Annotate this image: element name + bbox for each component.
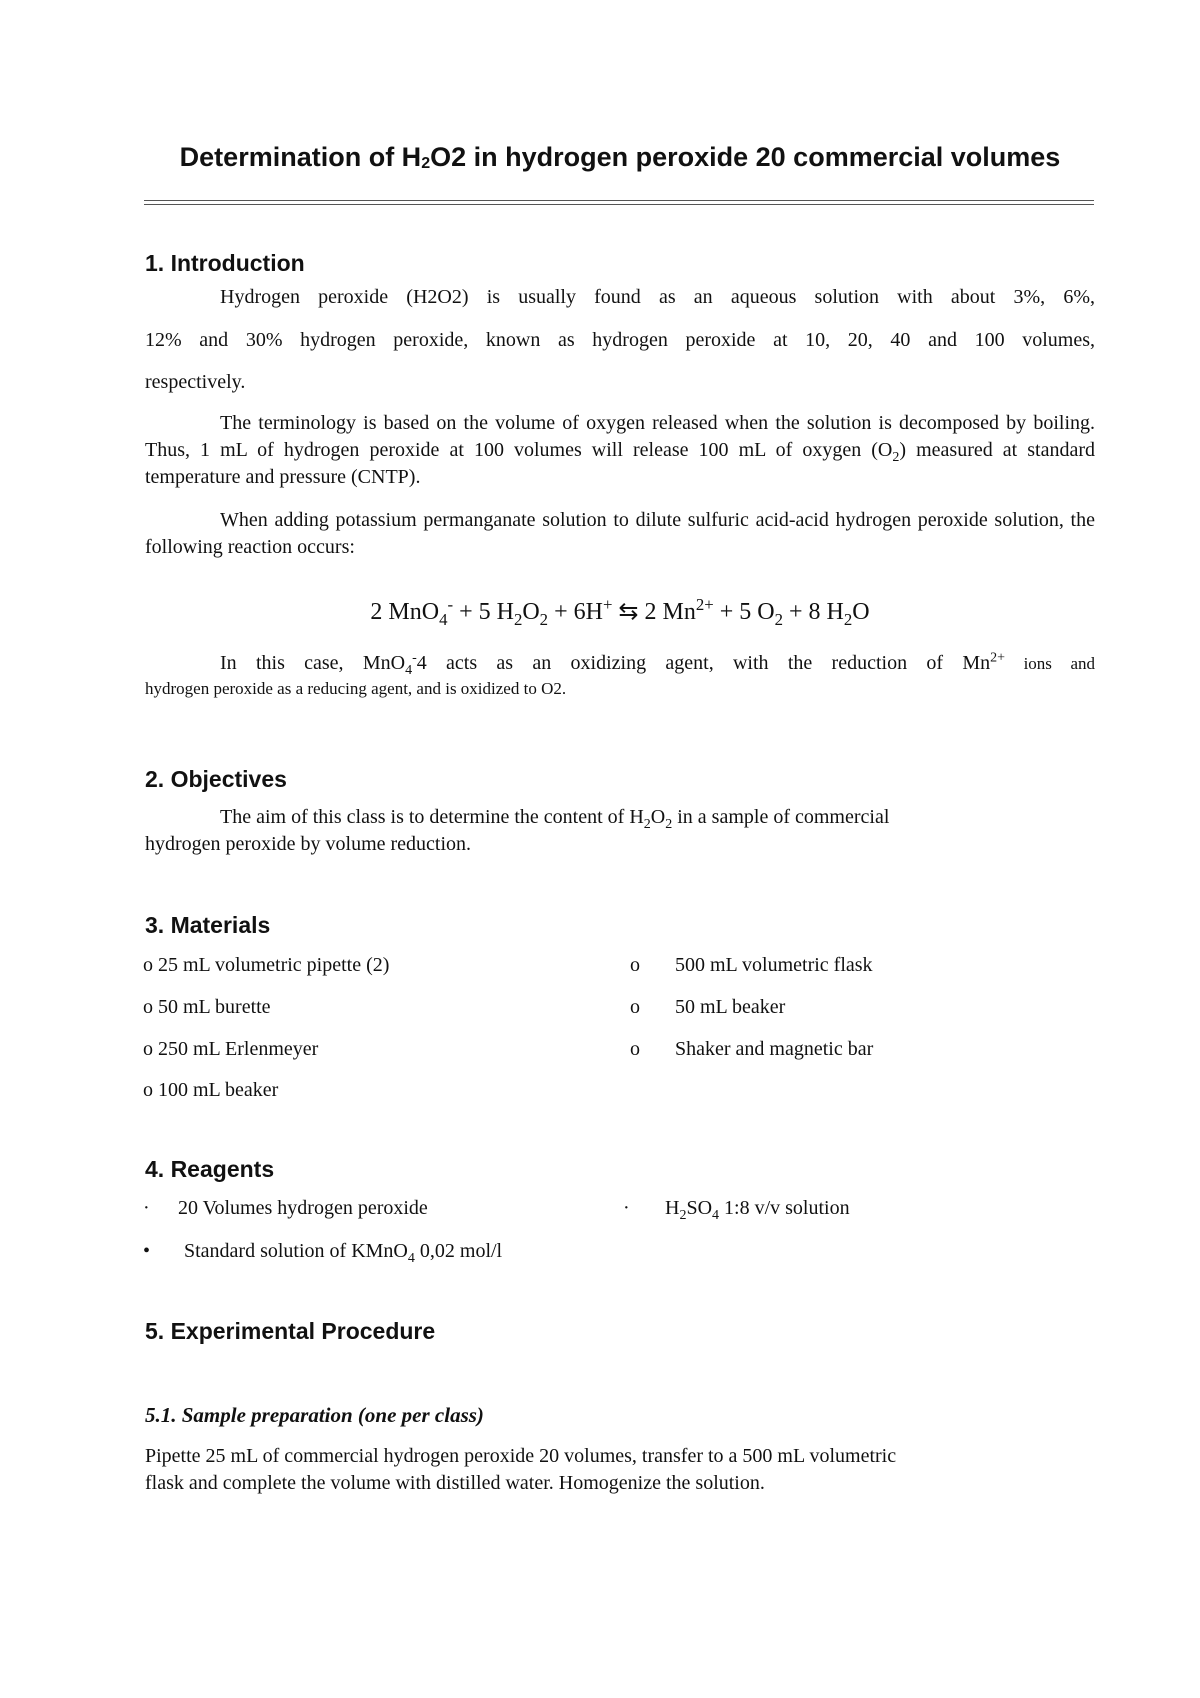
objectives-text-line-1: The aim of this class is to determine the content of $H_2O_2$ in a sample of commercial [220,806,890,832]
intro-paragraph-3: When adding potassium permanganate solution to dilute sulfuric acid-acid hydrogen peroxide solution, the following reaction occurs: [145,509,1095,558]
reagent-item: · $H_2SO_4$ 1:8 v/v solution [623,1197,850,1223]
reagents-heading: 4. Reagents [145,1156,275,1182]
reagent-item: · 20 Volumes hydrogen peroxide [143,1197,428,1219]
title-divider [144,200,1094,205]
material-item: o 50 mL burette [143,996,271,1018]
intro-paragraph-line-3: respectively. [145,371,246,393]
material-item: o 25 mL volumetric pipette (2) [143,954,390,976]
intro-paragraph-4-line-2: hydrogen peroxide as a reducing agent, and is oxidized to O2. [145,679,567,698]
intro-paragraph-line-2: 12% and 30% hydrogen peroxide, known as hydrogen peroxide at 10, 20, 40 and 100 volumes, [145,329,1095,351]
intro-paragraph-4-line-1: In this case, MnO$_4$-4 acts as an oxidizing agent, with the reduction of $Mn^{2+}$ ions and [220,650,1095,678]
reaction-equation: 2 MnO$_4$- + 5 $H_2O_2 + 6H^+$ ⇆ 2 $Mn^{2+} + 5$ $O_2 + 8$ $H_2O$ [370,595,870,629]
intro-paragraph-2: The terminology is based on the volume of oxygen released when the solution is decomposed by boiling. Thus, 1 mL of hydrogen peroxide at 100 volumes will release 100 mL of oxygen $(O_2)$ measured at standard temperature and pressure (CNTP). [145,412,1096,488]
document-title: Determination of $H_2O2$ in hydrogen peroxide 20 commercial volumes [179,142,1061,172]
procedure-text-line-2: flask and complete the volume with distilled water. Homogenize the solution. [145,1472,765,1494]
sample-preparation-heading: 5.1. Sample preparation (one per class) [145,1403,484,1427]
material-item: o 500 mL volumetric flask [630,954,873,976]
objectives-heading: 2. Objectives [145,766,287,792]
reagent-item: • Standard solution of KMnO$_4$ 0,02 mol/l [143,1240,503,1266]
material-item: o 100 mL beaker [143,1079,279,1101]
intro-paragraph-line-1: Hydrogen peroxide (H2O2) is usually found as an aqueous solution with about 3%, 6%, [220,286,1095,308]
procedure-heading: 5. Experimental Procedure [145,1318,436,1344]
material-item: o Shaker and magnetic bar [630,1038,874,1060]
procedure-text-line-1: Pipette 25 mL of commercial hydrogen peroxide 20 volumes, transfer to a 500 mL volumetric [145,1445,897,1467]
materials-heading: 3. Materials [145,912,271,938]
objectives-text-line-2: hydrogen peroxide by volume reduction. [145,833,472,855]
material-item: o 50 mL beaker [630,996,786,1018]
material-item: o 250 mL Erlenmeyer [143,1038,319,1060]
introduction-heading: 1. Introduction [145,250,305,276]
